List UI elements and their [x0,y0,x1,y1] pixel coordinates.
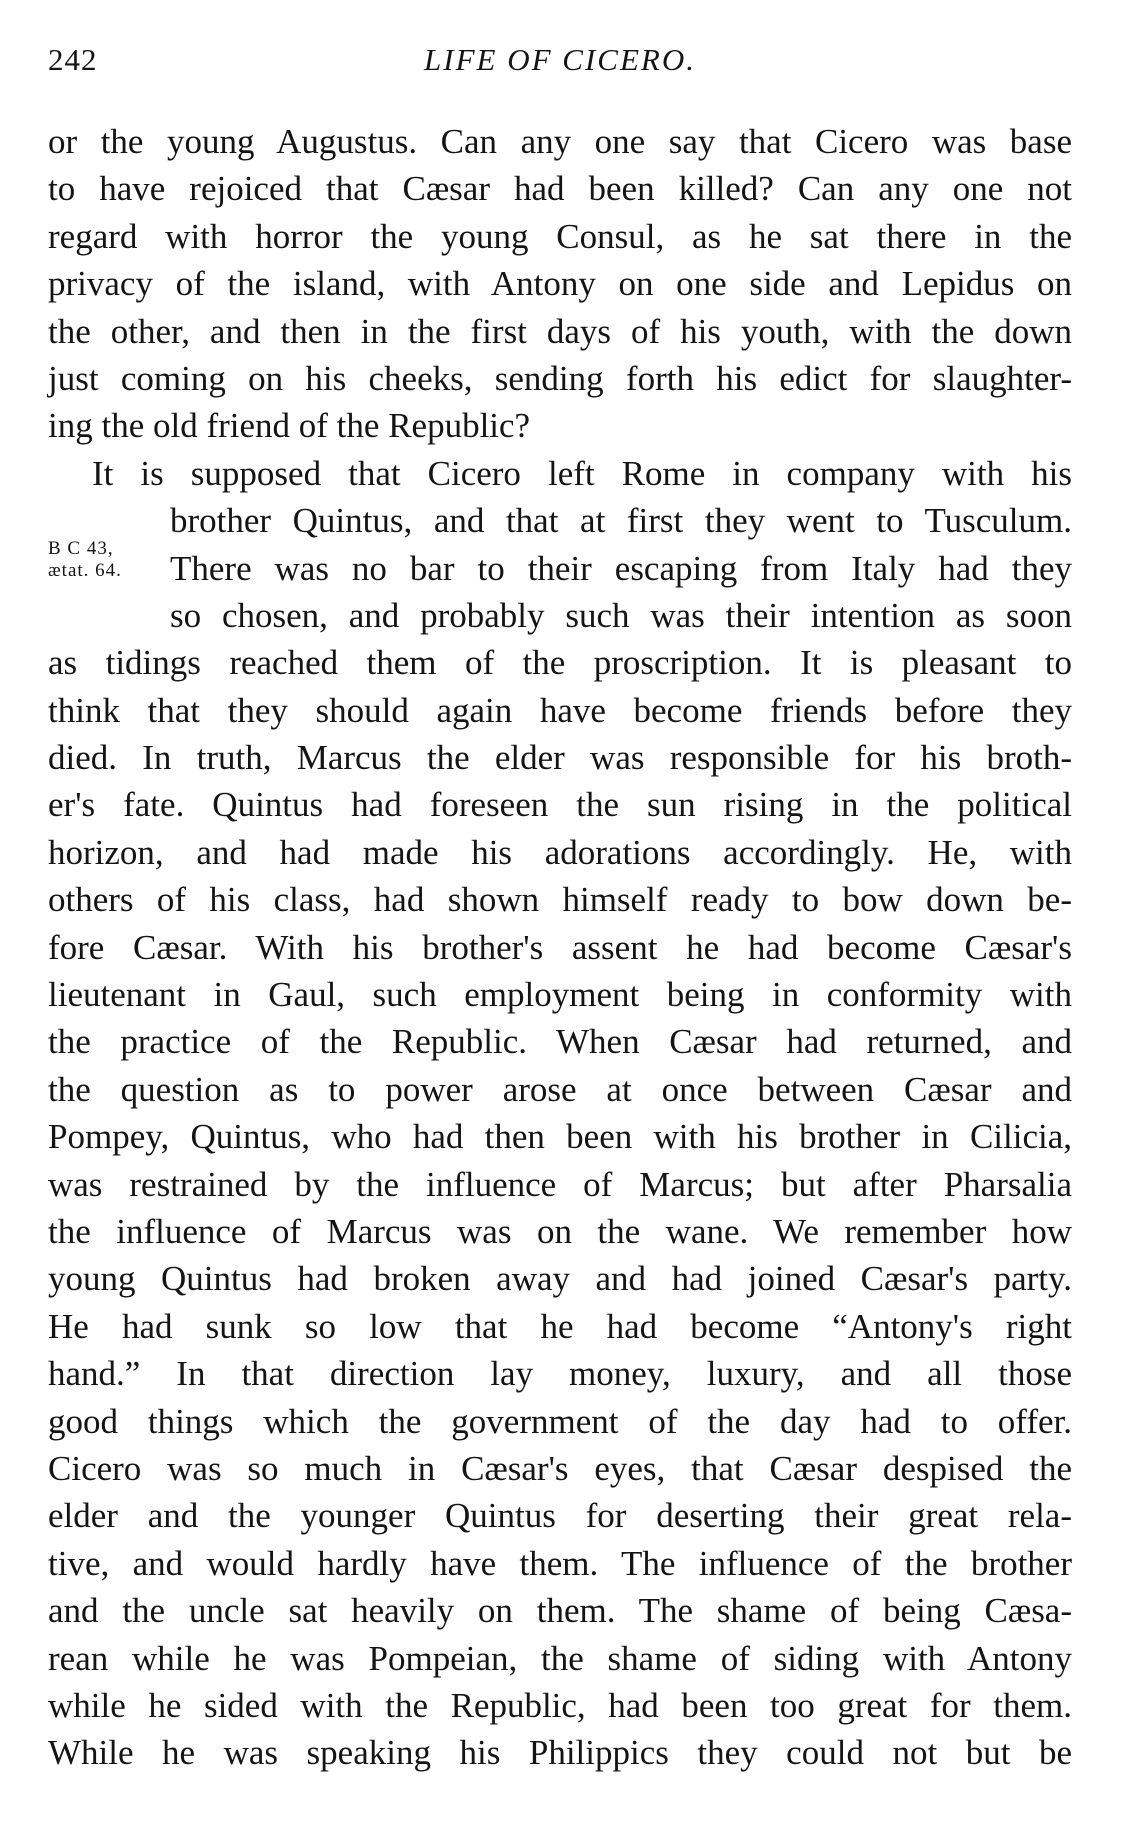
text-line: It is supposed that Cicero left Rome in company with his [92,453,1072,493]
text-line: While he was speaking his Philippics they could not but be [48,1733,1072,1773]
text-line: horizon, and had made his adorations accordingly. He, with [48,832,1072,872]
text-line: the other, and then in the first days of his youth, with the down [48,311,1072,351]
text-line: others of his class, had shown himself ready to bow down be- [48,880,1072,920]
text-line: He had sunk so low that he had become “Antony's right [48,1306,1072,1346]
text-line: and the uncle sat heavily on them. The shame of being Cæsa- [48,1591,1072,1631]
text-line: so chosen, and probably such was their intention as soon [170,595,1072,635]
margin-note-year: B C 43, [48,538,114,559]
text-line: regard with horror the young Consul, as he sat there in the [48,216,1072,256]
text-line: young Quintus had broken away and had joined Cæsar's party. [48,1259,1072,1299]
text-line: the practice of the Republic. When Cæsar had returned, and [48,1022,1072,1062]
text-line: the question as to power arose at once between Cæsar and [48,1069,1072,1109]
text-line: hand.” In that direction lay money, luxury, and all those [48,1354,1072,1394]
text-line: or the young Augustus. Can any one say that Cicero was base [48,122,1072,161]
text-line: the influence of Marcus was on the wane. We remember how [48,1211,1072,1251]
text-line: ing the old friend of the Republic? [48,406,531,446]
text-line: while he sided with the Republic, had been too great for them. [48,1685,1072,1725]
text-line: er's fate. Quintus had foreseen the sun rising in the political [48,785,1072,825]
text-line: fore Cæsar. With his brother's assent he had become Cæsar's [48,927,1072,967]
body-text [48,118,1072,1777]
text-line: brother Quintus, and that at first they went to Tusculum. [170,501,1072,541]
running-head [48,40,1072,80]
text-line: just coming on his cheeks, sending forth his edict for slaughter- [48,358,1072,398]
text-line: There was no bar to their escaping from Italy had they [170,548,1072,588]
text-line: died. In truth, Marcus the elder was responsible for his broth- [48,738,1072,778]
text-line: was restrained by the influence of Marcus; but after Pharsalia [48,1164,1072,1204]
text-line: privacy of the island, with Antony on one side and Lepidus on [48,264,1072,304]
margin-note-age: ætat. 64. [48,560,122,581]
text-line: tive, and would hardly have them. The influence of the brother [48,1543,1072,1583]
text-line: Pompey, Quintus, who had then been with his brother in Cilicia, [48,1117,1072,1157]
text-line: rean while he was Pompeian, the shame of siding with Antony [48,1638,1072,1678]
page-number: 242 [48,42,98,77]
text-line: elder and the younger Quintus for deserting their great rela- [48,1496,1072,1536]
running-title: LIFE OF CICERO. [424,42,696,77]
text-line: as tidings reached them of the proscription. It is pleasant to [48,643,1072,683]
text-line: good things which the government of the day had to offer. [48,1401,1072,1441]
text-line: think that they should again have become friends before they [48,690,1072,730]
text-line: to have rejoiced that Cæsar had been killed? Can any one not [48,169,1072,209]
text-line: lieutenant in Gaul, such employment being in conformity with [48,975,1072,1015]
text-line: Cicero was so much in Cæsar's eyes, that Cæsar despised the [48,1448,1072,1488]
